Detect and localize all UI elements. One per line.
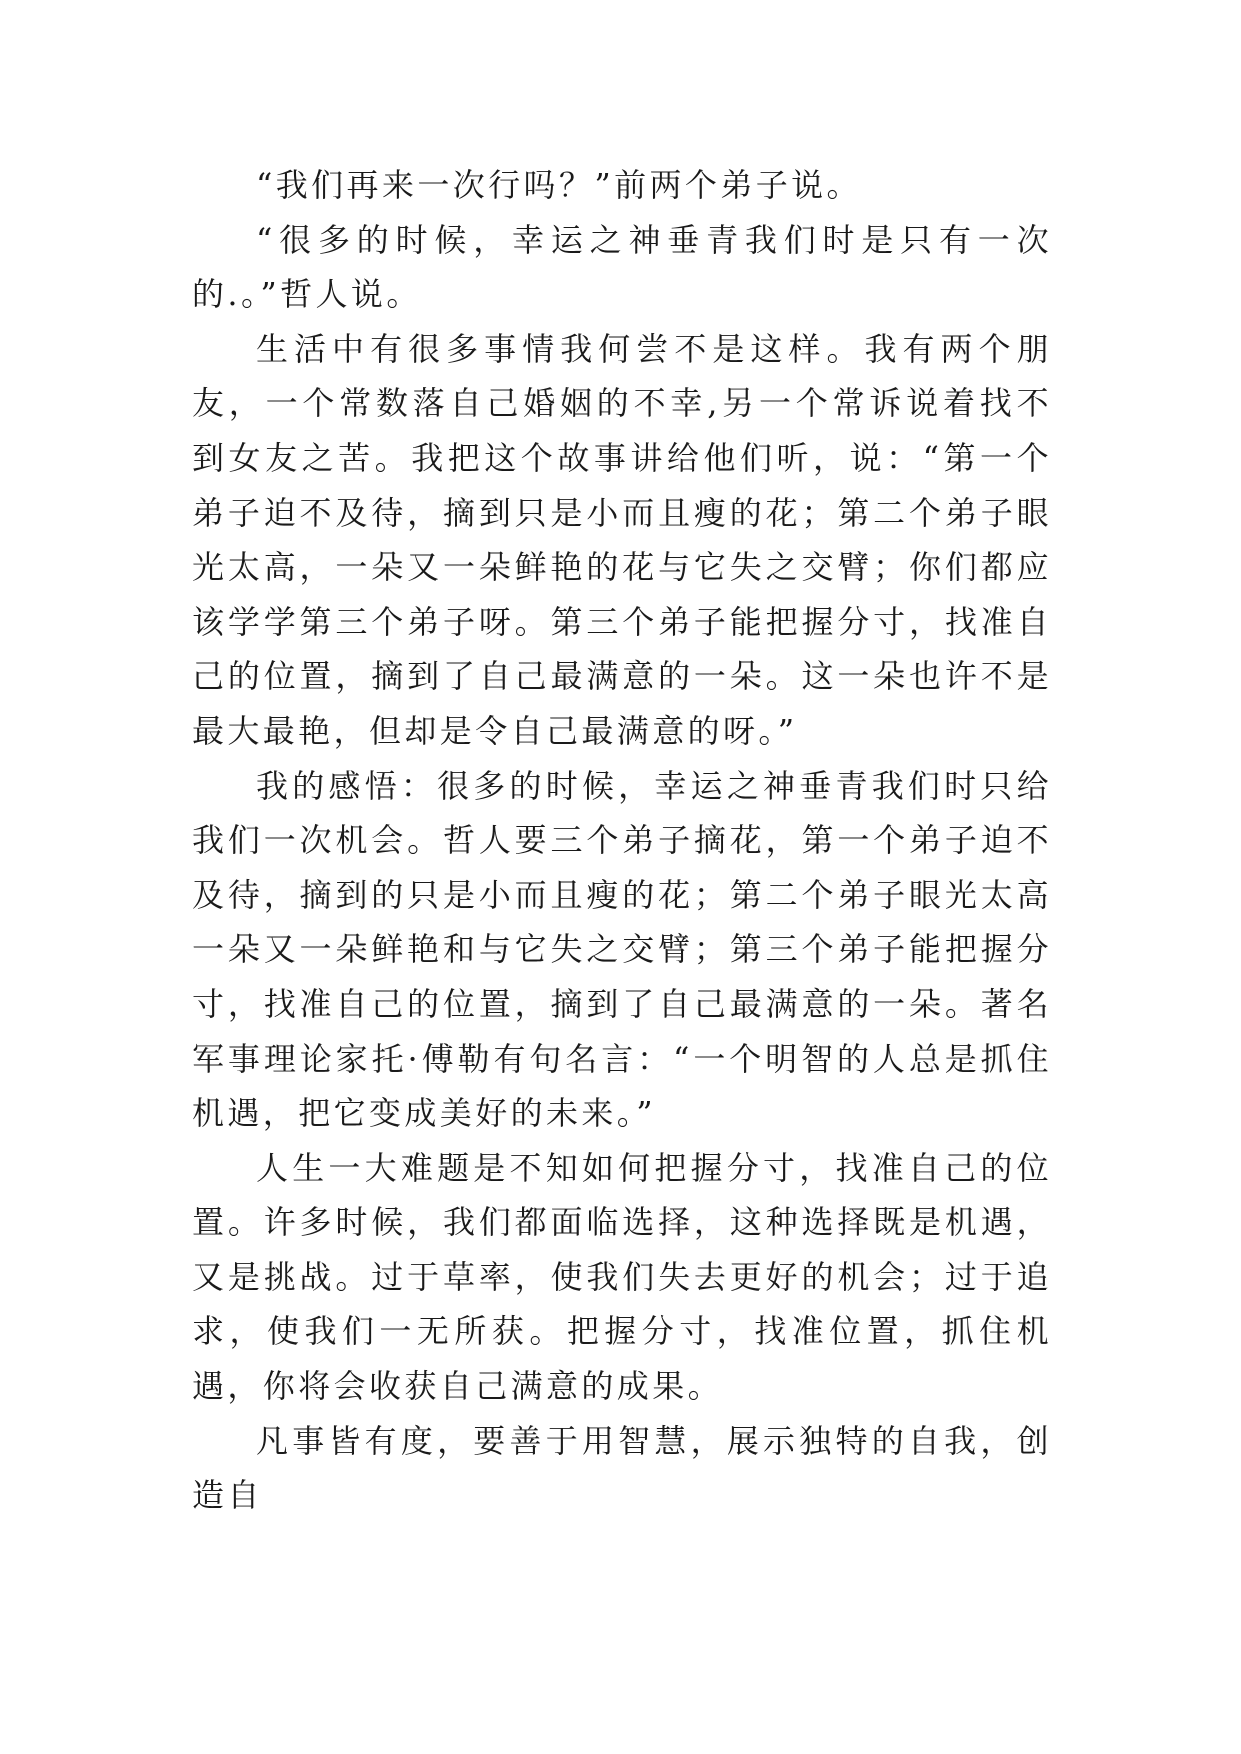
paragraph-5: 人生一大难题是不知如何把握分寸，找准自己的位置。许多时候，我们都面临选择，这种选择既是机遇，又是挑战。过于草率，使我们失去更好的机会；过于追求，使我们一无所获。把握分寸，找准位置，抓住机遇，你将会收获自己满意的成果。 (192, 1148, 1052, 1406)
paragraph-4: 我的感悟：很多的时候，幸运之神垂青我们时只给我们一次机会。哲人要三个弟子摘花，第一个弟子迫不及待，摘到的只是小而且瘦的花；第二个弟子眼光太高一朵又一朵鲜艳和与它失之交臂；第三个弟子能把握分寸，找准自己的位置，摘到了自己最满意的一朵。著名军事理论家托·傅勒有句名言：“一个明智的人总是抓住机遇，把它变成美好的未来。” (192, 766, 1052, 1133)
paragraph-2: “很多的时候，幸运之神垂青我们时是只有一次的.。”哲人说。 (192, 220, 1052, 314)
paragraph-3: 生活中有很多事情我何尝不是这样。我有两个朋友，一个常数落自己婚姻的不幸,另一个常诉说着找不到女友之苦。我把这个故事讲给他们听，说：“第一个弟子迫不及待，摘到只是小而且瘦的花；第二个弟子眼光太高，一朵又一朵鲜艳的花与它失之交臂；你们都应该学学第三个弟子呀。第三个弟子能把握分寸，找准自己的位置，摘到了自己最满意的一朵。这一朵也许不是最大最艳，但却是令自己最满意的呀。” (192, 329, 1052, 750)
document-body (192, 158, 1052, 1523)
paragraph-6: 凡事皆有度，要善于用智慧，展示独特的自我，创造自 (192, 1421, 1052, 1515)
paragraph-1: “我们再来一次行吗？”前两个弟子说。 (256, 166, 862, 204)
